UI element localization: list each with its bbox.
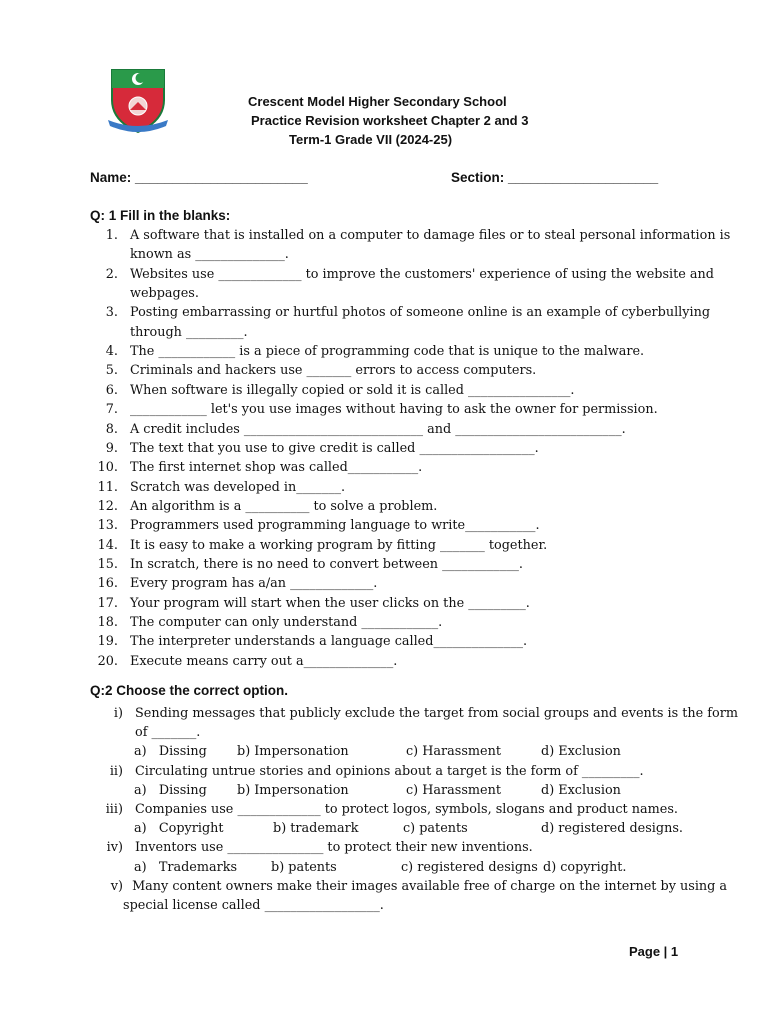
q1-item-text: A credit includes ____________________________ and __________________________. (130, 421, 626, 437)
q1-item-text: The computer can only understand ____________. (130, 615, 443, 630)
q1-item-number: 1. (105, 228, 118, 243)
q2-item-text: Inventors use _______________ to protect their new inventions. (135, 840, 533, 856)
q2-item-number: ii) (109, 763, 123, 779)
q1-item-number: 11. (97, 479, 118, 495)
name-field: Name: _______________________ (90, 170, 308, 185)
q1-item-number: 12. (97, 498, 118, 514)
q1-item-number: 8. (105, 421, 118, 437)
q1-item-number: 16. (97, 576, 118, 592)
q2-option: d) Exclusion (541, 782, 621, 798)
section-field: Section: ____________________ (451, 170, 659, 185)
q1-title: Q: 1 Fill in the blanks: (90, 208, 231, 223)
q2-item-number: iv) (106, 840, 123, 856)
q2-option: c) patents (403, 821, 468, 837)
q1-item-number: 19. (97, 634, 118, 650)
q2-item-text: Sending messages that publicly exclude the target from social groups and events is the form (135, 706, 738, 721)
q1-item-text: It is easy to make a working program by fitting _______ together. (130, 537, 548, 553)
q1-item-text: The interpreter understands a language called______________. (130, 634, 528, 650)
q1-item-text: A software that is installed on a computer to damage files or to steal personal information is (130, 228, 731, 243)
q2-option: b) Impersonation (237, 744, 349, 760)
q2-option: d) registered designs. (541, 821, 683, 837)
q1-item-number: 14. (97, 537, 118, 553)
school-name: Crescent Model Higher Secondary School (248, 94, 507, 109)
q1-item-text: In scratch, there is no need to convert between ____________. (130, 556, 523, 572)
q2-option: c) Harassment (406, 782, 501, 798)
q1-item-text: Scratch was developed in_______. (130, 479, 346, 495)
q2-item-text: Circulating untrue stories and opinions about a target is the form of _________. (135, 763, 644, 779)
q1-item-number: 17. (97, 595, 118, 611)
q1-item-number: 18. (97, 615, 118, 630)
q1-item-text: Websites use _____________ to improve the customers' experience of using the website and (130, 266, 714, 282)
q1-item-text: The text that you use to give credit is called __________________. (130, 440, 539, 456)
q1-item-number: 7. (105, 402, 118, 418)
q1-item-number: 13. (97, 518, 118, 534)
q1-item-number: 3. (105, 305, 118, 321)
school-logo (106, 66, 170, 134)
q1-item-text: known as ______________. (130, 247, 289, 263)
q1-item-text: ____________ let's you use images without having to ask the owner for permission. (130, 402, 658, 418)
q2-option: c) Harassment (406, 744, 501, 760)
q1-item-number: 9. (105, 440, 118, 456)
q1-item-text: Criminals and hackers use _______ errors to access computers. (130, 363, 537, 379)
q2-option: b) Impersonation (237, 782, 349, 798)
worksheet-title: Practice Revision worksheet Chapter 2 and 3 (251, 113, 529, 128)
q2-item-number: v) (110, 878, 123, 894)
q1-item-text: Every program has a/an _____________. (130, 576, 378, 592)
page-number: Page | 1 (629, 944, 679, 959)
q2-option: a) Dissing (134, 744, 207, 760)
q1-item-text: Programmers used programming language to write___________. (130, 518, 540, 534)
q1-item-text: webpages. (130, 286, 199, 302)
q2-item-text: Many content owners make their images available free of charge on the internet by using a (128, 878, 728, 894)
q2-option: c) registered designs (401, 859, 538, 875)
q2-item-text: Companies use _____________ to protect logos, symbols, slogans and product names. (135, 802, 678, 817)
q1-item-text: Posting embarrassing or hurtful photos of someone online is an example of cyberbullying (130, 305, 711, 321)
q2-option: b) trademark (273, 821, 359, 837)
term-grade: Term-1 Grade VII (2024-25) (289, 132, 453, 147)
q2-item-text: special license called __________________. (123, 898, 384, 913)
q1-item-text: The first internet shop was called___________. (130, 460, 423, 476)
q1-item-number: 4. (105, 344, 118, 360)
q1-item-text: through _________. (130, 324, 248, 340)
q1-item-number: 20. (97, 653, 118, 669)
q2-option: d) Exclusion (541, 744, 621, 760)
q2-item-text: of _______. (135, 725, 201, 741)
q1-item-number: 10. (97, 460, 118, 476)
q1-item-number: 2. (105, 266, 118, 282)
q2-option: a) Trademarks (134, 859, 238, 875)
q1-item-number: 5. (105, 363, 118, 379)
q2-option: a) Dissing (134, 782, 207, 798)
q2-item-number: iii) (105, 802, 123, 817)
q1-item-text: Your program will start when the user clicks on the _________. (130, 595, 530, 611)
q1-item-number: 6. (105, 382, 118, 398)
q1-item-text: An algorithm is a __________ to solve a problem. (130, 498, 438, 514)
q2-option: a) Copyright (134, 821, 224, 837)
q2-option: b) patents (271, 859, 337, 875)
q2-title: Q:2 Choose the correct option. (90, 683, 289, 698)
q1-item-text: The ____________ is a piece of programming code that is unique to the malware. (130, 344, 645, 360)
q1-item-text: Execute means carry out a______________. (130, 653, 398, 669)
q1-item-text: When software is illegally copied or sold it is called ________________. (130, 382, 575, 398)
q2-item-number: i) (113, 706, 123, 721)
q2-option: d) copyright. (543, 859, 627, 875)
q1-item-number: 15. (97, 556, 118, 572)
